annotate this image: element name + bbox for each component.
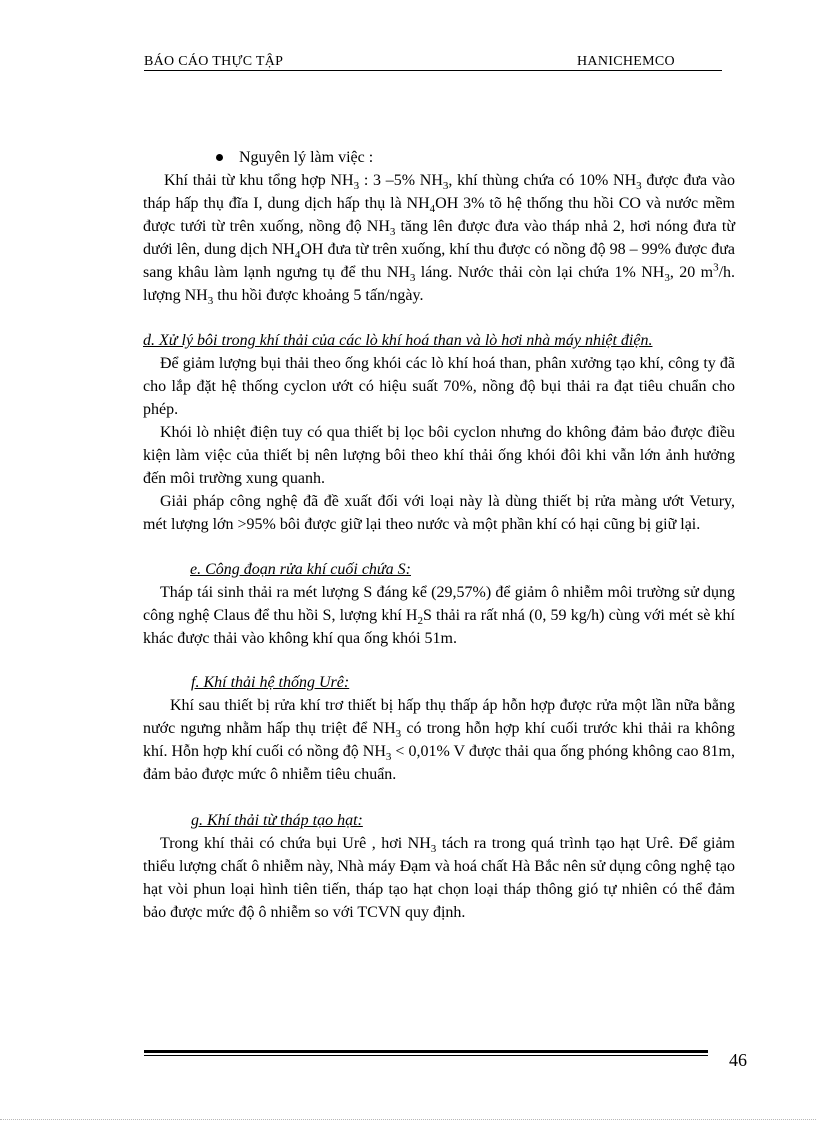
section-heading-e: e. Công đoạn rửa khí cuối chứa S: bbox=[190, 561, 411, 578]
paragraph-d-2: Khói lò nhiệt điện tuy có qua thiết bị lọc bôi cyclon nhưng do không đảm bảo được điều kiện làm việc của thiết bị nên lượng bôi theo khí thải ống khói đôi khi vẫn lớn ảnh hưởng đến môi trường xung quanh. bbox=[143, 424, 735, 487]
paragraph-principle: Khí thải từ khu tổng hợp $NH_3$ : 3 –5% $NH_3$, khí thùng chứa có 10% $NH_3$ được đưa vào tháp hấp thụ đĩa I, dung dịch hấp thụ là $NH_4OH$ 3% tõ hệ thống thu hồi CO và nước mềm được tưới từ trên xuống, nồng độ $NH_3$ tăng lên được đưa vào tháp nhả 2, hơi nóng đưa từ dưới lên, dung dịch $NH_4OH$ đưa từ trên xuống, khí thu được có nồng độ 98 – 99% được đưa sang khâu làm lạnh ngưng tụ để thu $NH_3$ láng. Nước thải còn lại chứa 1% $NH_3$, 20 $m^3/h$. lượng $NH_3$ thu hồi được khoảng 5 tấn/ngày. bbox=[143, 172, 736, 308]
section-heading-g: g. Khí thải từ tháp tạo hạt: bbox=[191, 812, 363, 829]
bullet-item bbox=[143, 146, 735, 169]
header-report-title: BÁO CÁO THỰC TẬP bbox=[144, 54, 284, 69]
bullet-dot-icon bbox=[216, 154, 223, 161]
document-body bbox=[143, 146, 735, 924]
header-company-name: HANICHEMCO bbox=[577, 54, 675, 69]
page-number: 46 bbox=[729, 1050, 747, 1070]
footer-rule-thick bbox=[144, 1050, 708, 1053]
page-header bbox=[144, 52, 722, 71]
paragraph-f-1: Khí sau thiết bị rửa khí trơ thiết bị hấp thụ thấp áp hỗn hợp được rửa một lần nữa bằng nước ngưng nhằm hấp thụ triệt để $NH_3$ có trong hỗn hợp khí cuối trước khi thải ra không khí. Hỗn hợp khí cuối có nồng độ $NH_3 < 0,01\%$ V được thải qua ống phóng không cao 81m, đảm bảo được mức ô nhiễm tiêu chuẩn. bbox=[143, 697, 735, 783]
page-bottom-divider bbox=[0, 1119, 816, 1120]
paragraph-d-1: Để giảm lượng bụi thải theo ống khói các lò khí hoá than, phân xưởng tạo khí, công ty đã cho lắp đặt hệ thống cyclon ướt có hiệu suất 70%, nồng độ bụi thải ra đạt tiêu chuẩn cho phép. bbox=[143, 355, 735, 418]
section-heading-d: d. Xử lý bôi trong khí thải của các lò khí hoá than và lò hơi nhà máy nhiệt điện. bbox=[143, 332, 653, 349]
paragraph-e-1: Tháp tái sinh thải ra mét lượng S đáng kể (29,57%) để giảm ô nhiễm môi trường sử dụng công nghệ Claus để thu hồi S, lượng khí $H_2S$ thải ra rất nhá (0, 59 kg/h) cùng với mét sè khí khác được thải vào không khí qua ống khói 51m. bbox=[143, 584, 736, 647]
footer-rule-thin bbox=[144, 1055, 708, 1056]
bullet-label: Nguyên lý làm việc : bbox=[239, 149, 374, 166]
paragraph-d-3: Giải pháp công nghệ đã đề xuất đối với loại này là dùng thiết bị rửa màng ướt Vetury, mét lượng lớn >95% bôi được giữ lại theo nước và một phần khí có hại cũng bị giữ lại. bbox=[143, 493, 735, 533]
section-heading-f: f. Khí thải hệ thống Urê: bbox=[191, 674, 350, 691]
paragraph-g-1: Trong khí thải có chứa bụi Urê , hơi $NH_3$ tách ra trong quá trình tạo hạt Urê. Để giảm thiểu lượng chất ô nhiễm này, Nhà máy Đạm và hoá chất Hà Bắc nên sử dụng công nghệ tạo hạt vòi phun loại hình tiên tiến, tháp tạo hạt chọn loại tháp thông gió tự nhiên có thể đảm bảo được mức độ ô nhiễm so với TCVN quy định. bbox=[143, 835, 735, 921]
